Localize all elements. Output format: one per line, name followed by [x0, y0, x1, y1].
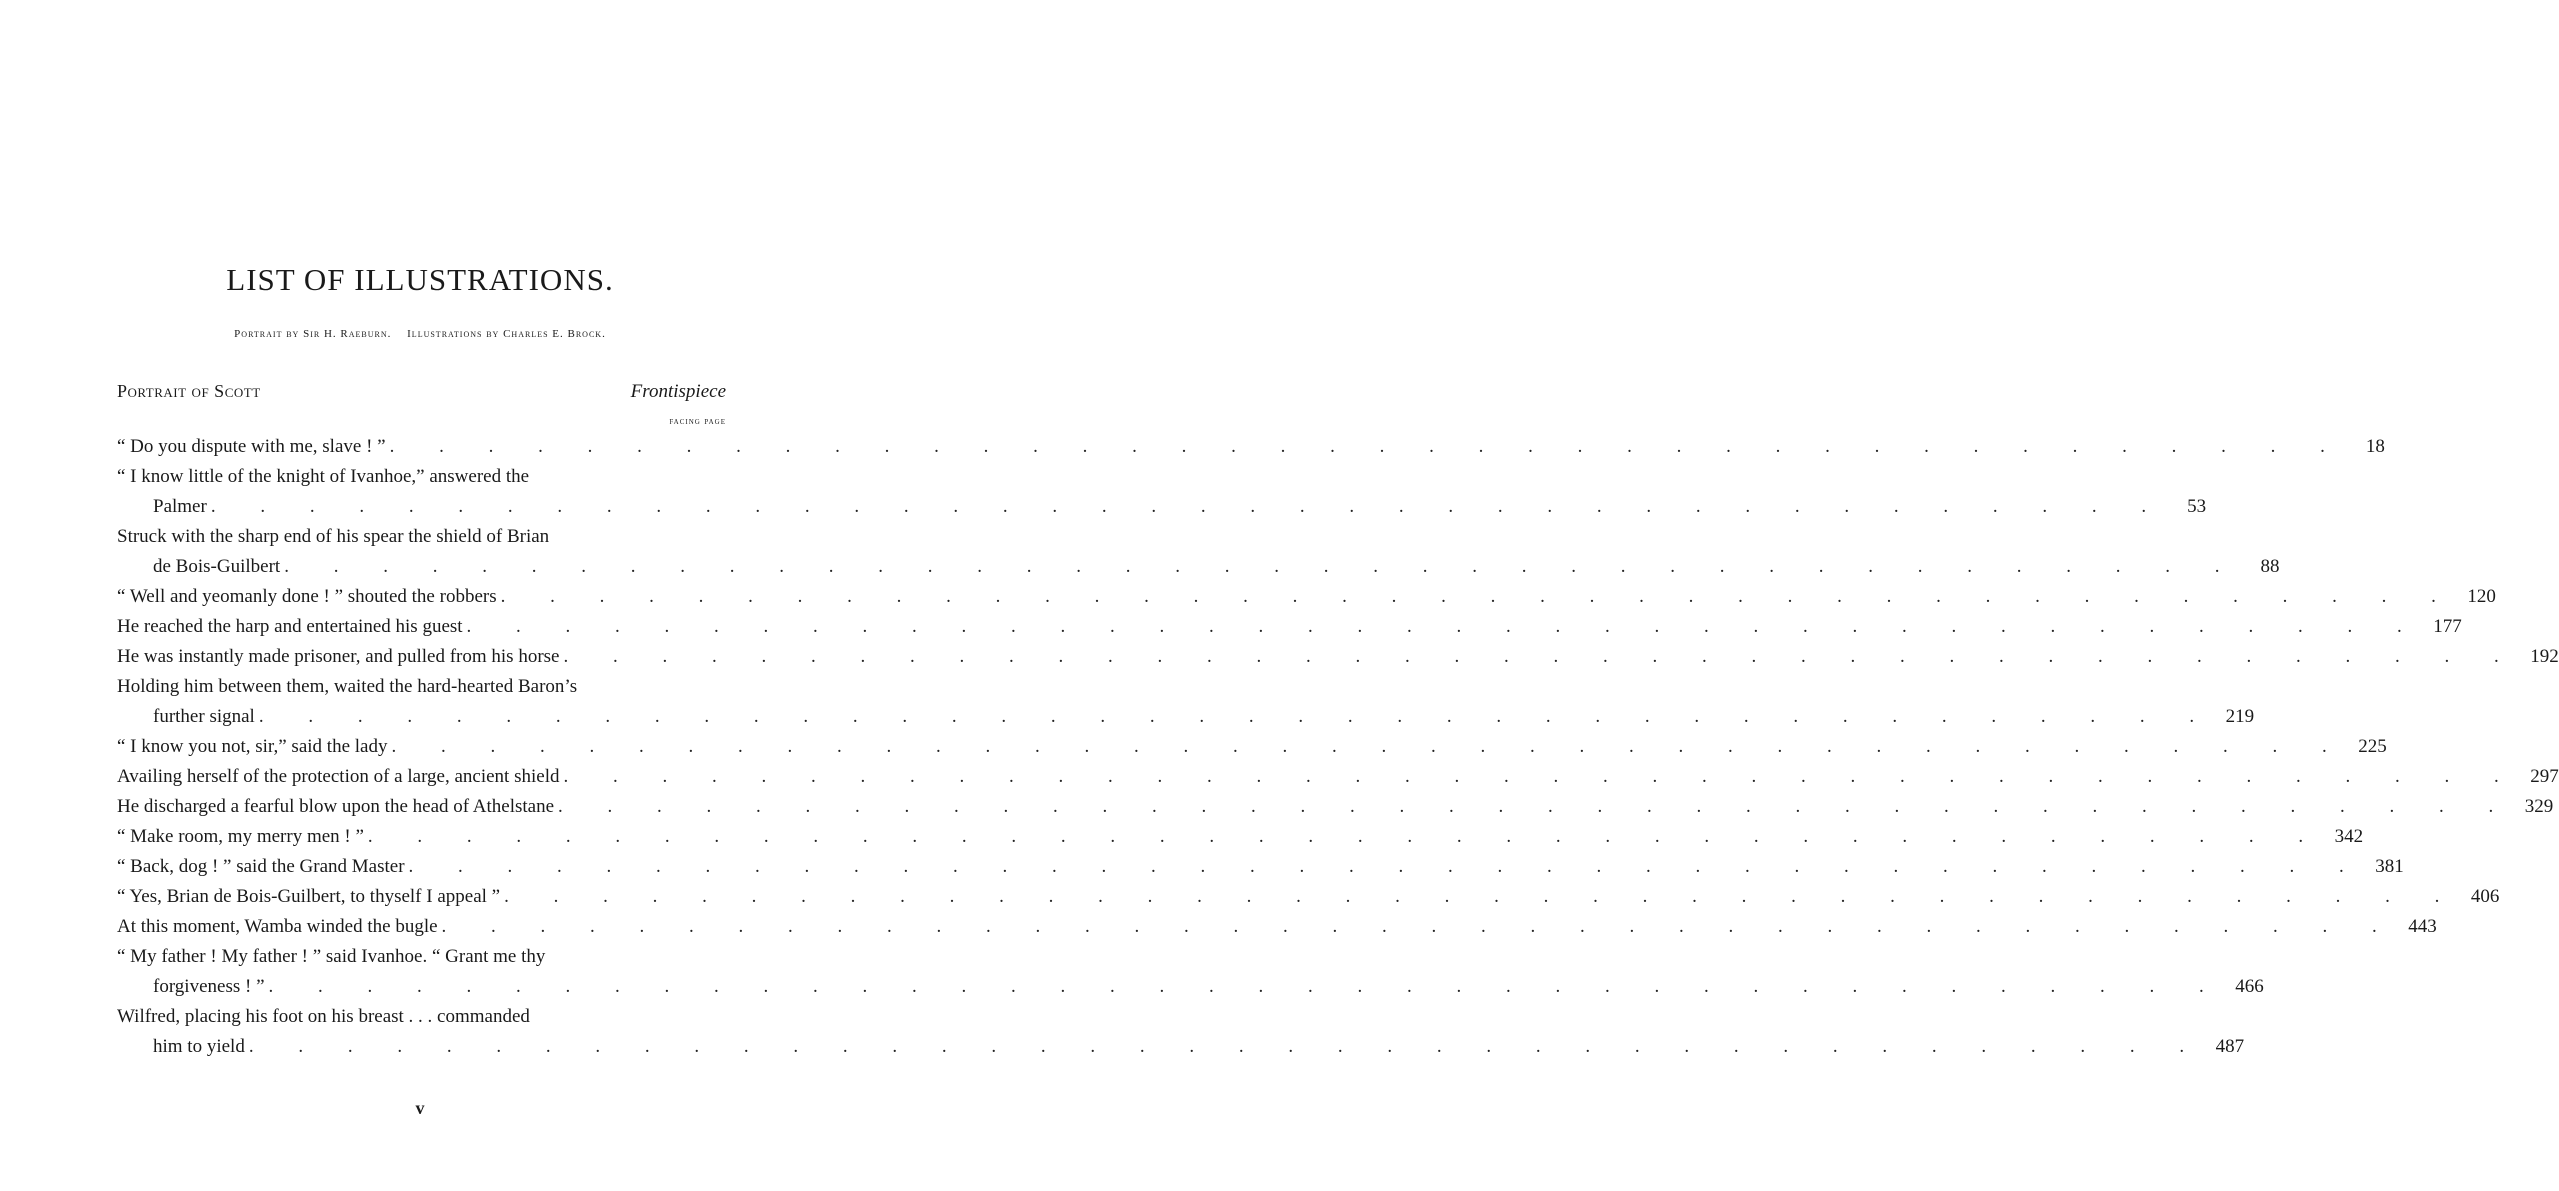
illustration-caption: “ Do you dispute with me, slave ! ”	[117, 436, 386, 457]
dot-leader: . . . . . . . . . . . . . . . . . . . . . . . . . . . . . . . . . . . . . . . .	[563, 766, 2519, 787]
illustration-entry-line	[117, 612, 2462, 642]
dot-leader: . . . . . . . . . . . . . . . . . . . . . . . . . . . . . . . . . . . . . . . .	[504, 886, 2460, 907]
dot-leader: . . . . . . . . . . . . . . . . . . . . . . . . . . . . . . . . . . . . . . . .	[391, 736, 2347, 757]
illustration-caption: Holding him between them, waited the hard-hearted Baron’s	[117, 676, 578, 697]
illustration-page-number: 466	[2235, 976, 2264, 997]
illustration-caption: He was instantly made prisoner, and pulled from his horse	[117, 646, 560, 667]
illustration-entry-line	[117, 732, 2387, 762]
page-title: LIST OF ILLUSTRATIONS.	[226, 262, 614, 297]
illustration-caption: “ My father ! My father ! ” said Ivanhoe. “ Grant me thy	[117, 946, 546, 967]
illustration-page-number: 219	[2225, 706, 2255, 727]
illustration-caption: “ Yes, Brian de Bois-Guilbert, to thyself I appeal ”	[117, 886, 501, 907]
illustration-entry-line	[117, 882, 2500, 912]
illustration-entry-line	[117, 492, 2207, 522]
illustration-page-number: 192	[2530, 646, 2559, 667]
illustration-page-number: 88	[2260, 556, 2280, 577]
illustration-caption: de Bois-Guilbert	[153, 556, 281, 577]
illustration-caption: “ Make room, my merry men ! ”	[117, 826, 364, 847]
illustration-caption: He discharged a fearful blow upon the head of Athelstane	[117, 796, 555, 817]
illustration-page-number: 443	[2408, 916, 2437, 937]
illustration-entry-line	[117, 522, 726, 552]
illustration-entry-line	[117, 942, 726, 972]
illustration-page-number: 18	[2365, 436, 2385, 457]
illustration-caption: Palmer	[153, 496, 207, 517]
illustration-page-number: 342	[2334, 826, 2364, 847]
illustration-page-number: 329	[2524, 796, 2554, 817]
illustration-caption: Availing herself of the protection of a large, ancient shield	[117, 766, 560, 787]
dot-leader: . . . . . . . . . . . . . . . . . . . . . . . . . . . . . . . . . . . . . . . .	[268, 976, 2224, 997]
illustration-caption: “ I know little of the knight of Ivanhoe,” answered the	[117, 466, 530, 487]
illustration-entry-line	[117, 762, 2559, 792]
illustration-caption: forgiveness ! ”	[153, 976, 265, 997]
dot-leader: . . . . . . . . . . . . . . . . . . . . . . . . . . . . . . . . . . . . . . . .	[284, 556, 2240, 577]
illustration-page-number: 487	[2215, 1036, 2245, 1057]
illustration-page-number: 297	[2530, 766, 2559, 787]
dot-leader: . . . . . . . . . . . . . . . . . . . . . . . . . . . . . . . . . . . . . . . .	[563, 646, 2519, 667]
dot-leader: . . . . . . . . . . . . . . . . . . . . . . . . . . . . . . . . . . . . . . . .	[248, 1036, 2205, 1057]
illustration-entry-line	[117, 642, 2559, 672]
illustrations-list	[117, 432, 2559, 1062]
illustration-entry-line	[117, 582, 2496, 612]
illustration-caption: “ Back, dog ! ” said the Grand Master	[117, 856, 405, 877]
illustration-entry-line	[117, 672, 726, 702]
illustration-entry-line	[117, 912, 2437, 942]
frontispiece-value: Frontispiece	[630, 381, 726, 402]
dot-leader: . . . . . . . . . . . . . . . . . . . . . . . . . . . . . . . . . . . . . . . .	[258, 706, 2215, 727]
illustration-page-number: 406	[2470, 886, 2500, 907]
illustration-entry-line	[117, 1002, 726, 1032]
illustration-entry-line	[117, 792, 2554, 822]
dot-leader: . . . . . . . . . . . . . . . . . . . . . . . . . . . . . . . . . . . . . . . .	[466, 616, 2422, 637]
illustration-caption: him to yield	[153, 1036, 245, 1057]
illustrations-credit: Illustrations by Charles E. Brock.	[407, 328, 606, 340]
page-folio: v	[415, 1098, 425, 1118]
dot-leader: . . . . . . . . . . . . . . . . . . . . . . . . . . . . . . . . . . . . . . . .	[500, 586, 2456, 607]
illustration-caption: further signal	[153, 706, 255, 727]
illustration-page-number: 120	[2467, 586, 2496, 607]
illustration-entry-line	[117, 552, 2280, 582]
credits-line	[0, 328, 840, 340]
illustration-page-number: 225	[2358, 736, 2387, 757]
illustration-page-number: 53	[2187, 496, 2207, 517]
facing-page-header: facing page	[669, 416, 726, 427]
illustration-caption: “ Well and yeomanly done ! ” shouted the robbers	[117, 586, 497, 607]
illustration-page-number: 177	[2433, 616, 2462, 637]
illustration-caption: “ I know you not, sir,” said the lady	[117, 736, 388, 757]
dot-leader: . . . . . . . . . . . . . . . . . . . . . . . . . . . . . . . . . . . . . . . .	[210, 496, 2167, 517]
illustration-entry-line	[117, 432, 2385, 462]
illustration-page-number: 381	[2375, 856, 2404, 877]
illustration-entry-line	[117, 462, 726, 492]
illustration-entry-line	[117, 852, 2404, 882]
illustration-entry-line	[117, 822, 2364, 852]
frontispiece-label: Portrait of Scott	[117, 381, 261, 401]
illustration-caption: Wilfred, placing his foot on his breast . . . commanded	[117, 1006, 530, 1027]
portrait-credit: Portrait by Sir H. Raeburn.	[234, 328, 392, 340]
dot-leader: . . . . . . . . . . . . . . . . . . . . . . . . . . . . . . . . . . . . . . . .	[441, 916, 2397, 937]
illustration-caption: Struck with the sharp end of his spear the shield of Brian	[117, 526, 550, 547]
dot-leader: . . . . . . . . . . . . . . . . . . . . . . . . . . . . . . . . . . . . . . . .	[558, 796, 2514, 817]
illustration-entry-line	[117, 702, 2255, 732]
illustration-entry-line	[117, 1032, 2245, 1062]
dot-leader: . . . . . . . . . . . . . . . . . . . . . . . . . . . . . . . . . . . . . . . .	[389, 436, 2345, 457]
dot-leader: . . . . . . . . . . . . . . . . . . . . . . . . . . . . . . . . . . . . . . . .	[408, 856, 2364, 877]
illustration-caption: He reached the harp and entertained his guest	[117, 616, 463, 637]
illustration-entry-line	[117, 972, 2264, 1002]
dot-leader: . . . . . . . . . . . . . . . . . . . . . . . . . . . . . . . . . . . . . . . .	[367, 826, 2324, 847]
illustration-caption: At this moment, Wamba winded the bugle	[117, 916, 438, 937]
